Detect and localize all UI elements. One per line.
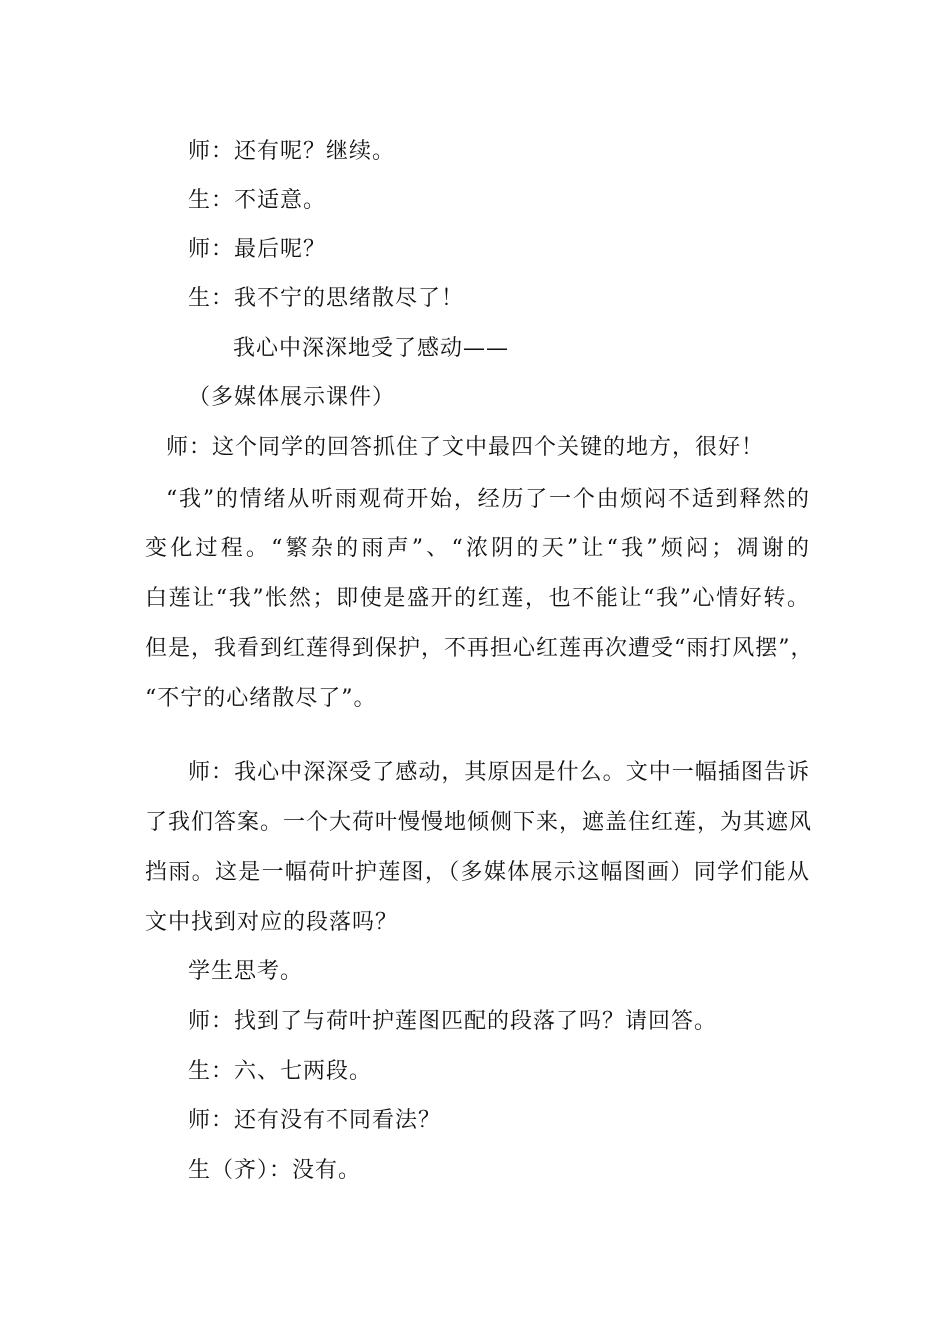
dialogue-line-teacher-other-views: 师：还有没有不同看法？ bbox=[188, 1108, 442, 1133]
dialogue-line-teacher-praise: 师：这个同学的回答抓住了文中最四个关键的地方，很好！ bbox=[166, 435, 765, 460]
paragraph-line-1: “我”的情绪从听雨观荷开始，经历了一个由烦闷不适到释然的 bbox=[166, 487, 810, 512]
dialogue-line-moved: 我心中深深地受了感动—— bbox=[233, 336, 510, 361]
dialogue-line-teacher-continue: 师：还有呢？继续。 bbox=[188, 139, 396, 164]
dialogue-line-student-paragraphs: 生：六、七两段。 bbox=[188, 1059, 373, 1084]
paragraph2-line-4: 文中找到对应的段落吗？ bbox=[145, 910, 399, 935]
dialogue-line-students-none: 生（齐）：没有。 bbox=[188, 1158, 362, 1183]
paragraph-line-3: 白莲让“我”怅然；即使是盛开的红莲，也不能让“我”心情好转。 bbox=[145, 586, 810, 611]
dialogue-line-student-thoughts: 生：我不宁的思绪散尽了！ bbox=[188, 286, 465, 311]
stage-note-multimedia: （多媒体展示课件） bbox=[188, 385, 396, 410]
dialogue-line-teacher-found: 师：找到了与荷叶护莲图匹配的段落了吗？请回答。 bbox=[188, 1009, 718, 1034]
paragraph2-line-2: 了我们答案。一个大荷叶慢慢地倾侧下来，遮盖住红莲，为其遮风 bbox=[145, 810, 813, 835]
dialogue-line-teacher-finally: 师：最后呢？ bbox=[188, 237, 327, 262]
stage-note-students-think: 学生思考。 bbox=[188, 959, 304, 984]
dialogue-line-student-uncomfortable: 生：不适意。 bbox=[188, 188, 327, 213]
paragraph-line-4: 但是，我看到红莲得到保护，不再担心红莲再次遭受“雨打风摆”， bbox=[145, 636, 814, 661]
paragraph-line-5: “不宁的心绪散尽了”。 bbox=[145, 686, 377, 711]
paragraph-line-2: 变化过程。“繁杂的雨声”、“浓阴的天”让“我”烦闷；凋谢的 bbox=[145, 536, 810, 561]
paragraph2-line-3: 挡雨。这是一幅荷叶护莲图，（多媒体展示这幅图画）同学们能从 bbox=[145, 860, 810, 885]
paragraph2-line-1: 师：我心中深深受了感动，其原因是什么。文中一幅插图告诉 bbox=[188, 760, 810, 785]
